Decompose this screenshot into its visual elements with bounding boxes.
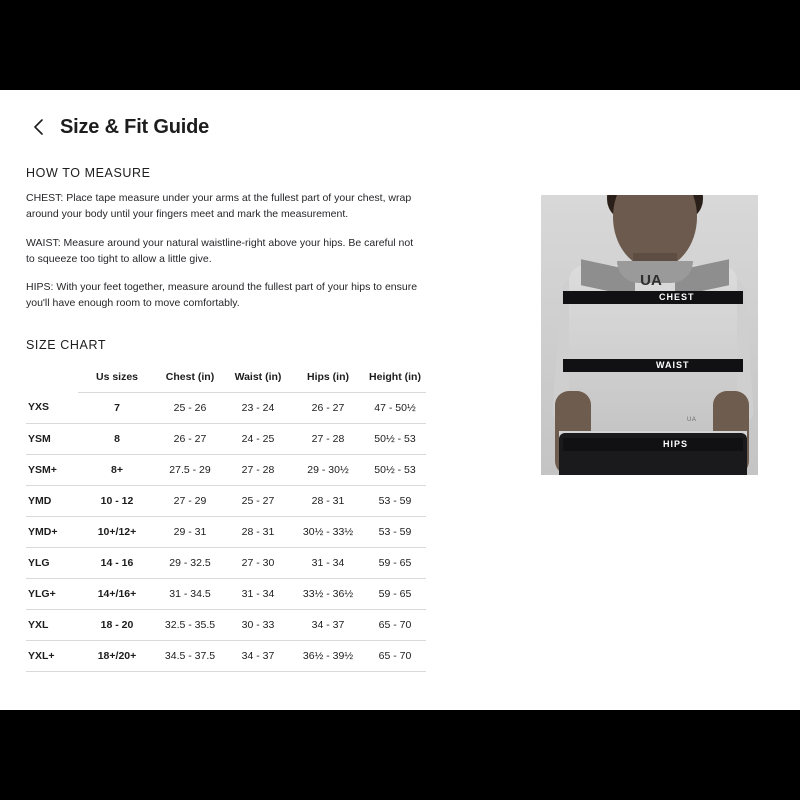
table-row (26, 392, 426, 423)
waist-measure-bar (563, 359, 743, 372)
cell-chest: 27 - 29 (156, 485, 224, 516)
cell-size: YMD+ (26, 516, 78, 547)
cell-waist: 24 - 25 (224, 423, 292, 454)
cell-waist: 23 - 24 (224, 392, 292, 423)
size-chart-body (26, 392, 426, 671)
table-row (26, 423, 426, 454)
cell-size: YMD (26, 485, 78, 516)
cell-us: 18 - 20 (78, 609, 156, 640)
cell-hips: 34 - 37 (292, 609, 364, 640)
cell-height: 65 - 70 (364, 609, 426, 640)
hips-measure-bar (563, 438, 743, 451)
cell-waist: 28 - 31 (224, 516, 292, 547)
cell-waist: 27 - 28 (224, 454, 292, 485)
back-button[interactable] (26, 114, 52, 140)
col-header-chest: Chest (in) (156, 362, 224, 393)
cell-hips: 27 - 28 (292, 423, 364, 454)
size-chart-table-wrap (26, 362, 426, 672)
col-header-size (26, 362, 78, 393)
waist-measure-label: WAIST (656, 360, 690, 370)
table-row (26, 640, 426, 671)
cell-size: YSM+ (26, 454, 78, 485)
cell-us: 7 (78, 392, 156, 423)
measure-paragraph-hips: HIPS: With your feet together, measure around the fullest part of your hips to ensure you'll have enough room to move comfortably. (26, 281, 418, 310)
brand-logo-icon: UA (640, 272, 662, 289)
table-row (26, 578, 426, 609)
cell-height: 59 - 65 (364, 547, 426, 578)
cell-hips: 29 - 30½ (292, 454, 364, 485)
cell-height: 53 - 59 (364, 516, 426, 547)
hips-measure-label: HIPS (663, 439, 689, 449)
cell-chest: 34.5 - 37.5 (156, 640, 224, 671)
cell-us: 8+ (78, 454, 156, 485)
cell-waist: 30 - 33 (224, 609, 292, 640)
table-row (26, 516, 426, 547)
cell-size: YXS (26, 392, 78, 423)
cell-chest: 25 - 26 (156, 392, 224, 423)
table-row (26, 485, 426, 516)
col-header-height: Height (in) (364, 362, 426, 393)
cell-size: YSM (26, 423, 78, 454)
cell-us: 10+/12+ (78, 516, 156, 547)
cell-size: YLG (26, 547, 78, 578)
cell-waist: 31 - 34 (224, 578, 292, 609)
cell-chest: 29 - 32.5 (156, 547, 224, 578)
col-header-hips: Hips (in) (292, 362, 364, 393)
cell-chest: 29 - 31 (156, 516, 224, 547)
how-to-measure-heading: HOW TO MEASURE (26, 166, 151, 180)
cell-size: YXL+ (26, 640, 78, 671)
cell-us: 14+/16+ (78, 578, 156, 609)
cell-height: 65 - 70 (364, 640, 426, 671)
size-fit-guide-page (0, 90, 800, 710)
cell-waist: 25 - 27 (224, 485, 292, 516)
cell-hips: 30½ - 33½ (292, 516, 364, 547)
col-header-us-sizes: Us sizes (78, 362, 156, 393)
cell-hips: 28 - 31 (292, 485, 364, 516)
cell-size: YLG+ (26, 578, 78, 609)
chevron-left-icon (31, 117, 47, 137)
cell-size: YXL (26, 609, 78, 640)
table-header-row (26, 362, 426, 393)
cell-us: 18+/20+ (78, 640, 156, 671)
cell-height: 59 - 65 (364, 578, 426, 609)
cell-height: 50½ - 53 (364, 454, 426, 485)
cell-height: 50½ - 53 (364, 423, 426, 454)
cell-hips: 31 - 34 (292, 547, 364, 578)
measure-paragraph-chest: CHEST: Place tape measure under your arms at the fullest part of your chest, wrap around your body until your fingers meet and mark the measurement. (26, 192, 412, 221)
cell-us: 10 - 12 (78, 485, 156, 516)
size-chart-table (26, 362, 426, 672)
table-row (26, 454, 426, 485)
cell-chest: 27.5 - 29 (156, 454, 224, 485)
measure-paragraph-waist: WAIST: Measure around your natural waistline-right above your hips. Be careful not to squeeze too tight to allow a little give. (26, 236, 414, 265)
page-header (0, 90, 800, 140)
size-chart-head (26, 362, 426, 393)
cell-hips: 26 - 27 (292, 392, 364, 423)
garment-tag-text: UA (687, 417, 697, 423)
table-row (26, 547, 426, 578)
cell-height: 53 - 59 (364, 485, 426, 516)
page-title: Size & Fit Guide (60, 115, 210, 138)
cell-us: 14 - 16 (78, 547, 156, 578)
cell-us: 8 (78, 423, 156, 454)
cell-hips: 33½ - 36½ (292, 578, 364, 609)
cell-chest: 26 - 27 (156, 423, 224, 454)
cell-height: 47 - 50½ (364, 392, 426, 423)
size-chart-heading: SIZE CHART (26, 337, 107, 352)
cell-chest: 32.5 - 35.5 (156, 609, 224, 640)
cell-waist: 27 - 30 (224, 547, 292, 578)
table-row (26, 609, 426, 640)
cell-hips: 36½ - 39½ (292, 640, 364, 671)
chest-measure-label: CHEST (659, 292, 695, 302)
measurement-figure (541, 195, 758, 475)
how-to-measure-section (26, 166, 426, 312)
chest-measure-bar (563, 291, 743, 304)
col-header-waist: Waist (in) (224, 362, 292, 393)
cell-waist: 34 - 37 (224, 640, 292, 671)
cell-chest: 31 - 34.5 (156, 578, 224, 609)
